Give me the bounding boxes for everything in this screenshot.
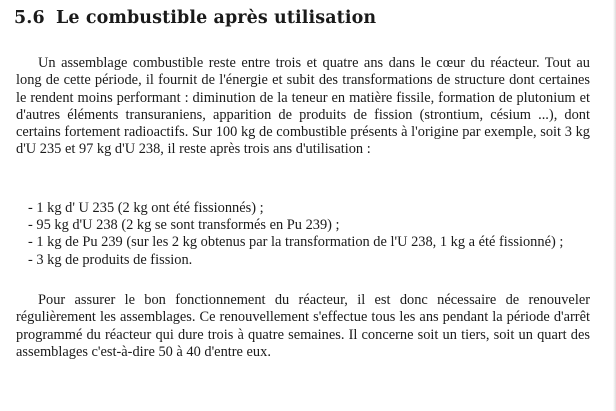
list-item-text: - 1 kg d' U 235 (2 kg ont été fissionnés) ; xyxy=(28,200,264,216)
list-item-text: - 3 kg de produits de fission. xyxy=(28,251,193,268)
list-item-text: - 1 kg de Pu 239 (sur les 2 kg obtenus par la transformation de l'U 238, 1 kg a été fissionné) ; xyxy=(28,234,564,251)
list-item xyxy=(18,234,590,251)
list-item xyxy=(18,252,590,269)
section-title: Le combustible après utilisation xyxy=(56,8,377,28)
paragraph-intro: Un assemblage combustible reste entre trois et quatre ans dans le cœur du réacteur. Tout au long de cette période, il fournit de l'énergie et subit des transformations de structure dont certaines le rendent moins performant : diminution de la teneur en matière fissile, formation de plutonium et d'autres éléments transuraniens, apparition de produits de fission (strontium, césium ...), dont certains fortement radioactifs. Sur 100 kg de combustible présents à l'origine par exemple, soit 3 kg d'U 235 et 97 kg d'U 238, il reste après trois ans d'utilisation : xyxy=(16,55,590,158)
section-number: 5.6 xyxy=(14,8,45,28)
list-item xyxy=(18,200,590,217)
list-item-text: - 95 kg d'U 238 (2 kg se sont transformés en Pu 239) ; xyxy=(28,217,340,234)
list-item xyxy=(18,217,590,234)
section-heading xyxy=(14,8,376,28)
residue-list xyxy=(18,200,590,269)
paragraph-renewal: Pour assurer le bon fonctionnement du réacteur, il est donc nécessaire de renouveler régulièrement les assemblages. Ce renouvellement s'effectue tous les ans pendant la période d'arrêt programmé du réacteur qui dure trois à quatre semaines. Il concerne soit un tiers, soit un quart des assemblages c'est-à-dire 50 à 40 d'entre eux. xyxy=(16,292,590,360)
